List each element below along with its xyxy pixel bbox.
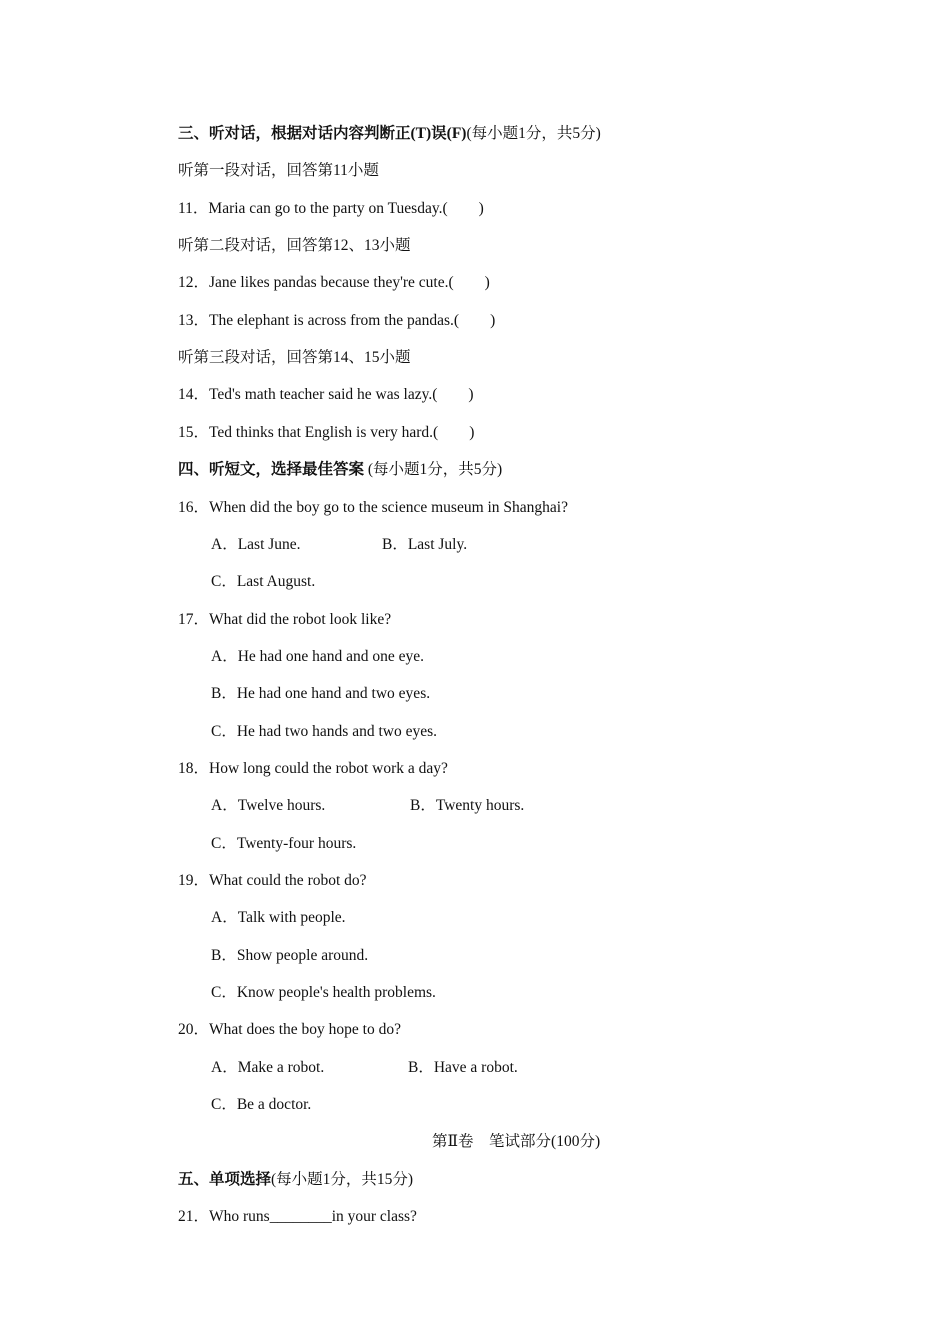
question-12: 12．Jane likes pandas because they're cute.( ) (178, 274, 490, 291)
section5-heading (178, 1170, 413, 1190)
question-14: 14．Ted's math teacher said he was lazy.( ) (178, 386, 474, 403)
q18-option-b: B．Twenty hours. (410, 797, 525, 814)
q20-option-a: A．Make a robot. (211, 1059, 325, 1076)
q19-option-b: B．Show people around. (211, 947, 369, 964)
section3-heading-note: (每小题1分，共5分) (466, 125, 601, 142)
question-18: 18．How long could the robot work a day? (178, 760, 448, 777)
part2-title: 第Ⅱ卷 笔试部分(100分) (432, 1133, 601, 1150)
question-11: 11．Maria can go to the party on Tuesday.( ) (178, 200, 484, 217)
section4-heading-title: 四、听短文，选择最佳答案 (178, 461, 365, 478)
question-21: 21．Who runs________in your class? (178, 1208, 417, 1225)
q17-option-c: C．He had two hands and two eyes. (211, 723, 437, 740)
q18-option-a: A．Twelve hours. (211, 797, 326, 814)
dialog2-instruction: 听第二段对话，回答第12、13小题 (178, 237, 411, 254)
section3-heading-title: 三、听对话，根据对话内容判断正(T)误(F) (178, 125, 467, 142)
q17-option-b: B．He had one hand and two eyes. (211, 685, 431, 702)
question-17: 17．What did the robot look like? (178, 611, 392, 628)
section4-heading-note: (每小题1分，共5分) (364, 461, 503, 478)
q19-option-a: A．Talk with people. (211, 909, 346, 926)
q17-option-a: A．He had one hand and one eye. (211, 648, 425, 665)
question-15: 15．Ted thinks that English is very hard.( ) (178, 424, 475, 441)
question-13: 13．The elephant is across from the pandas.( ) (178, 312, 496, 329)
section4-heading (178, 460, 502, 480)
dialog3-instruction: 听第三段对话，回答第14、15小题 (178, 349, 411, 366)
question-20: 20．What does the boy hope to do? (178, 1021, 401, 1038)
question-16: 16．When did the boy go to the science museum in Shanghai? (178, 499, 568, 516)
q16-option-c: C．Last August. (211, 573, 316, 590)
q18-option-c: C．Twenty-four hours. (211, 835, 357, 852)
q20-option-b: B．Have a robot. (408, 1059, 518, 1076)
section3-heading (178, 124, 601, 144)
dialog1-instruction: 听第一段对话，回答第11小题 (178, 162, 379, 179)
q16-option-a: A．Last June. (211, 536, 301, 553)
question-19: 19．What could the robot do? (178, 872, 367, 889)
q19-option-c: C．Know people's health problems. (211, 984, 436, 1001)
section5-heading-note: (每小题1分，共15分) (271, 1171, 414, 1188)
section5-heading-title: 五、单项选择 (178, 1171, 272, 1188)
q16-option-b: B．Last July. (382, 536, 468, 553)
q20-option-c: C．Be a doctor. (211, 1096, 312, 1113)
